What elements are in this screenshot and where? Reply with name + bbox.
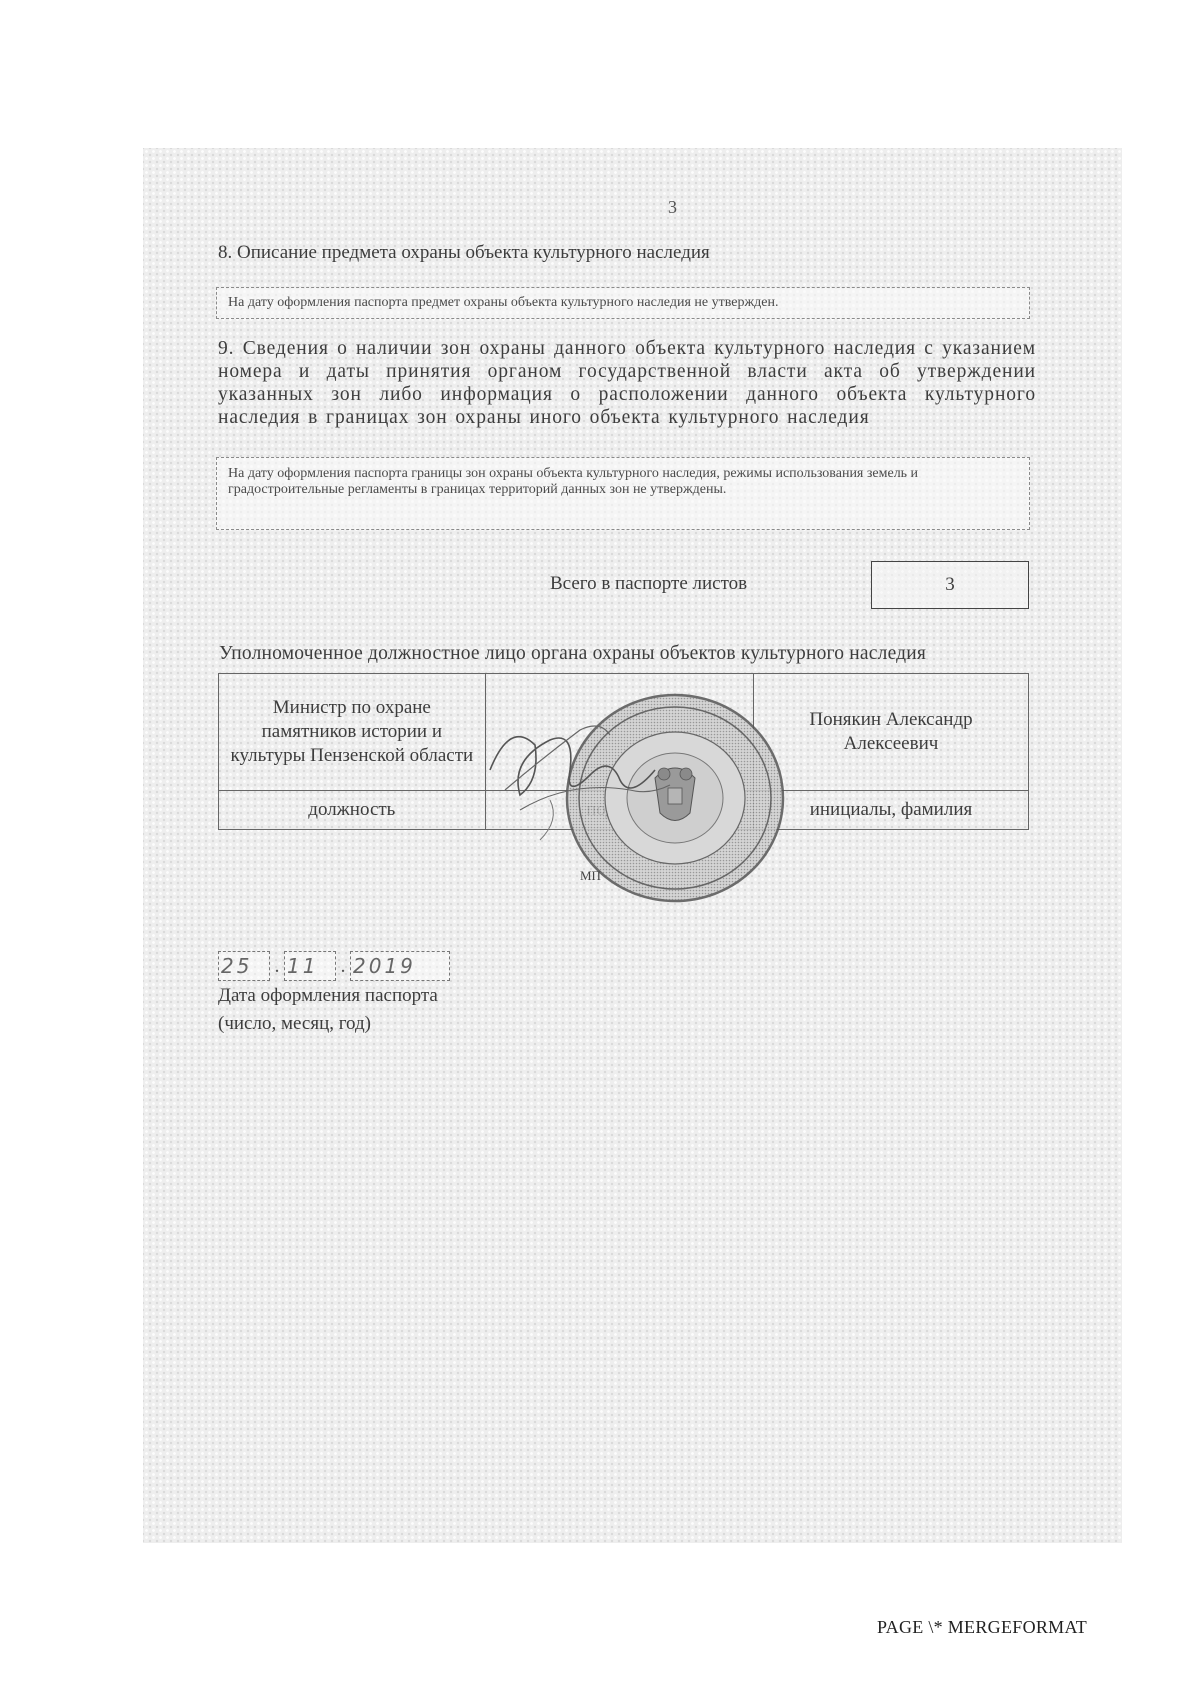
sheets-count-value: 3 (871, 561, 1029, 609)
official-position: Министр по охране памятников истории и культуры Пензенской области (219, 674, 486, 791)
section-8-heading: 8. Описание предмета охраны объекта культурного наследия (218, 242, 710, 263)
section-9-heading: 9. Сведения о наличии зон охраны данного объекта культурного наследия с указанием номера и даты принятия органом государственной власти акта об утверждении указанных зон либо информация о расположении данного объекта культурного наследия в границах зон охраны иного объекта культурного наследия (218, 338, 1036, 428)
name-caption: инициалы, фамилия (753, 791, 1028, 830)
date-year: 2019 (350, 951, 450, 981)
date-month: 11 (284, 951, 336, 981)
date-separator: . (274, 954, 280, 977)
handwritten-signature (480, 700, 680, 850)
section-8-notice: На дату оформления паспорта предмет охраны объекта культурного наследия не утвержден. (216, 287, 1030, 319)
issue-date (218, 950, 450, 982)
seal-mark-text: МП (580, 868, 601, 883)
date-label: Дата оформления паспорта (218, 985, 438, 1006)
page-number: 3 (668, 197, 677, 217)
date-day: 25 (218, 951, 270, 981)
date-format-hint: (число, месяц, год) (218, 1013, 372, 1034)
date-separator: . (340, 954, 346, 977)
footer-field-code: PAGE \* MERGEFORMAT (877, 1617, 1088, 1637)
section-9-notice: На дату оформления паспорта границы зон охраны объекта культурного наследия, режимы использования земель и градостроительные регламенты в границах территорий данных зон не утверждены. (216, 457, 1030, 530)
official-name: Понякин Александр Алексеевич (753, 674, 1028, 791)
position-caption: должность (219, 791, 486, 830)
authority-label: Уполномоченное должностное лицо органа охраны объектов культурного наследия (219, 643, 927, 664)
sheets-count-label: Всего в паспорте листов (550, 573, 748, 594)
